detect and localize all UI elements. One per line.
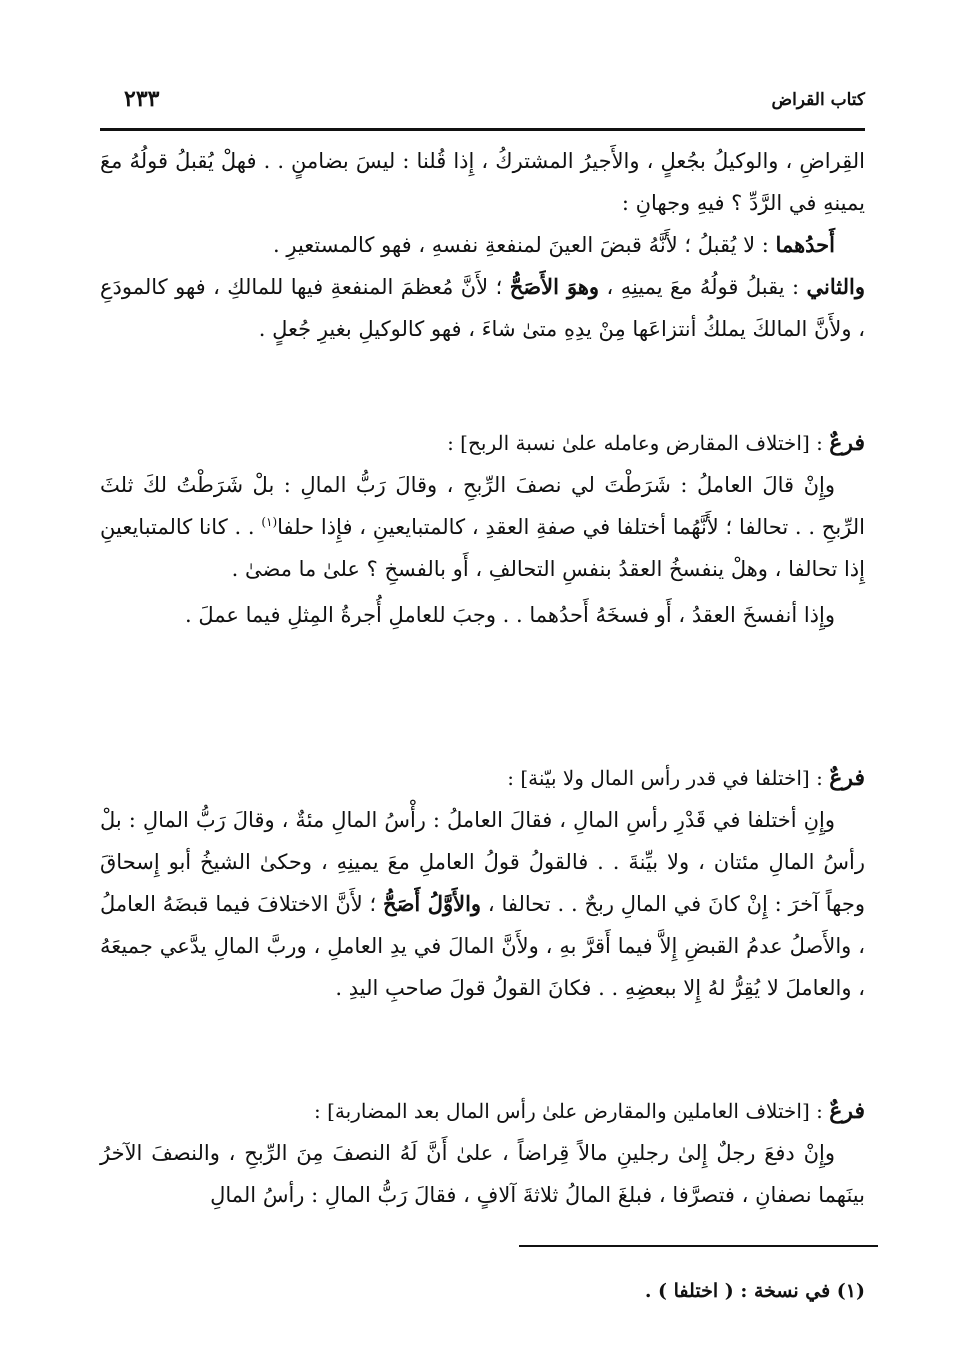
paragraph-4 <box>100 464 865 590</box>
text-block-3 <box>100 757 865 1009</box>
paragraph-4-text-b: . . كانا كالمتبايعينِ إِذا تحالفا ، وهلْ ينفسخُ العقدُ بنفسِ التحالفِ ، أَو بالفسخِ ؟ علىٰ ما مضىٰ . <box>100 515 865 581</box>
book-title: كتاب القراض <box>771 90 865 110</box>
heading-2-label: فرعٌ <box>829 765 865 791</box>
paragraph-3 <box>100 266 865 350</box>
footnote-marker: (١) <box>261 515 278 529</box>
paragraph-2-lead: أَحدُهما <box>775 232 835 257</box>
footnote-rule <box>519 1245 878 1247</box>
section-heading-2 <box>100 757 865 799</box>
paragraph-3-text-b: ؛ لأَنَّ مُعظمَ المنفعةِ فيها للمالكِ ، فهو كالمودَعِ ، ولأَنَّ المالكَ يملكُ أنتزاعَها مِنْ يدِهِ متىٰ شاءَ ، فهو كالوكيلِ بغيرِ جُعلٍ . <box>100 275 865 341</box>
text-block-4 <box>100 1090 865 1216</box>
paragraph-4-text-a: وإِنْ قالَ العاملُ : شَرَطْتَ لي نصفَ الرِّبحِ ، وقالَ رَبُّ المالِ : بلْ شَرَطْتُ لكَ ثلثَ الرِّبحِ . . تحالفا ؛ لأَنَّهُما أختلفا في صفةِ العقدِ ، كالمتبايعينِ ، فإِذا حلفا <box>100 473 866 539</box>
text-block-2 <box>100 422 865 636</box>
heading-3-text: : [اختلاف العاملين والمقارض علىٰ رأس المال بعد المضاربة] : <box>314 1099 823 1123</box>
paragraph-3-ruling: وهوَ الأَصَحُّ <box>509 274 600 299</box>
section-heading-1 <box>100 422 865 464</box>
heading-1-text: : [اختلاف المقارض وعامله علىٰ نسبة الربح] : <box>447 431 823 455</box>
paragraph-6-text-a: وإِنِ أختلفا في قَدْرِ رأسِ المالِ ، فقالَ العاملُ : رأْسُ المالِ مئةٌ ، وقالَ رَبُّ المالِ : بلْ رأسُ المالِ مئتان ، ولا بيِّنةَ . . فالقولُ قولُ العاملِ معَ يمينِهِ ، وحكىٰ الشيخُ أبو إِسحاقَ وجهاً آخرَ : إِنْ كانَ في المالِ ربحٌ . . تحالفا ، <box>100 808 865 916</box>
header-rule <box>100 128 865 131</box>
text-block-1 <box>100 140 865 350</box>
paragraph-5: وإِذا أنفسخَ العقدُ ، أَو فسخَهُ أَحدُهما . . وجبَ للعاملِ أُجرةُ المِثلِ فيما عملَ . <box>185 603 835 627</box>
heading-2-text: : [اختلفا في قدر رأس المال ولا بيّنة] : <box>507 766 823 790</box>
paragraph-3-lead: والثاني <box>806 274 865 299</box>
paragraph-2-text: : لا يُقبلُ ؛ لأَنَّهُ قبضَ العينَ لمنفعةِ نفسهِ ، فهو كالمستعيرِ . <box>273 233 769 257</box>
paragraph-6-ruling: والأَوَّلُ أَصَحُّ <box>383 891 482 916</box>
heading-3-label: فرعٌ <box>829 1098 865 1124</box>
heading-1-label: فرعٌ <box>829 430 865 456</box>
paragraph-1: القِراضِ ، والوكيلُ بجُعلٍ ، والأَجيرُ المشتركُ ، إِذا قُلنا : ليسَ بضامنٍ . . فهلْ يُقبلُ قولُهُ معَ يمينهِ في الرَّدِّ ؟ فيهِ وجهانِ : <box>100 149 865 215</box>
page-number: ٢٣٣ <box>124 86 160 112</box>
paragraph-6 <box>100 799 865 1009</box>
paragraph-3-text-a: : يقبلُ قولُهُ معَ يمينِهِ ، <box>606 275 800 299</box>
running-header <box>100 84 865 124</box>
footnote: (١) في نسخة : ( اختلفا ) . <box>644 1280 865 1302</box>
paragraph-6-text-b: ؛ لأَنَّ الاختلافَ فيما قبضَهُ العاملُ ، والأَصلُ عدمُ القبضِ إِلاَّ فيما أَقرَّ بهِ ، ولأَنَّ المالَ في يدِ العاملِ ، وربَّ المالِ يدَّعي جميعَهُ ، والعاملَ لا يُقِرُّ لهُ إِلا ببعضِهِ . . فكانَ القولُ قولَ صاحبِ اليدِ . <box>100 892 865 1000</box>
section-heading-3 <box>100 1090 865 1132</box>
paragraph-7: وإِنْ دفعَ رجلٌ إِلىٰ رجلينِ مالاً قِراضاً ، علىٰ أَنَّ لَهُ النصفَ مِنَ الرِّبحِ ، والنصفَ الآخرُ بينَهما نصفانِ ، فتصرَّفا ، فبلغَ المالُ ثلاثةَ آلافٍ ، فقالَ رَبُّ المالِ : رأسُ المالِ <box>100 1141 865 1207</box>
paragraph-2 <box>100 224 865 266</box>
